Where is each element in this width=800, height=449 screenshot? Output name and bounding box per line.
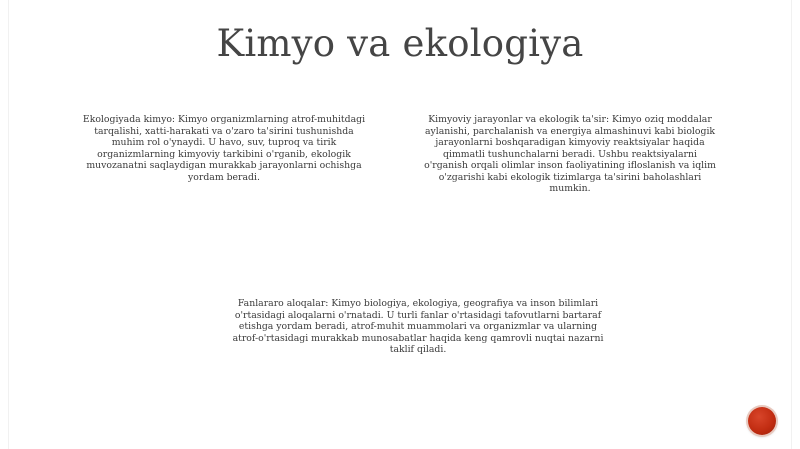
text-block-chemical-processes: Kimyoviy jarayonlar va ekologik ta'sir: Kimyo oziq moddalar aylanishi, parchalanish va energiya almashinuvi kabi biologik jarayonlarni boshqaradigan kimyoviy reaktsiyalar haqida qimmatli tushunchalarni beradi. Ushbu reaktsiyalarni o'rganish orqali olimlar inson faoliyatining ifloslanish va iqlim o'zgarishi kabi ekologik tizimlarga ta'sirini baholashlari mumkin. [424,114,716,194]
circle-button-icon[interactable] [748,407,776,435]
slide-title: Kimyo va ekologiya [216,22,584,65]
text-block-ecology-chemistry: Ekologiyada kimyo: Kimyo organizmlarning atrof-muhitdagi tarqalishi, xatti-harakati va o'zaro ta'sirini tushunishda muhim rol o'ynaydi. U havo, suv, tuproq va tirik organizmlarning kimyoviy tarkibini o'rganib, ekologik muvozanatni saqlaydigan murakkab jarayonlarni ochishga yordam beradi. [82,114,366,183]
text-block-interdisciplinary: Fanlararo aloqalar: Kimyo biologiya, ekologiya, geografiya va inson bilimlari o'rtasidagi aloqalarni o'rnatadi. U turli fanlar o'rtasidagi tafovutlarni bartaraf etishga yordam beradi, atrof-muhit muammolari va organizmlar va ularning atrof-o'rtasidagi murakkab munosabatlar haqida keng qamrovli nuqtai nazarni taklif qiladi. [232,298,604,355]
